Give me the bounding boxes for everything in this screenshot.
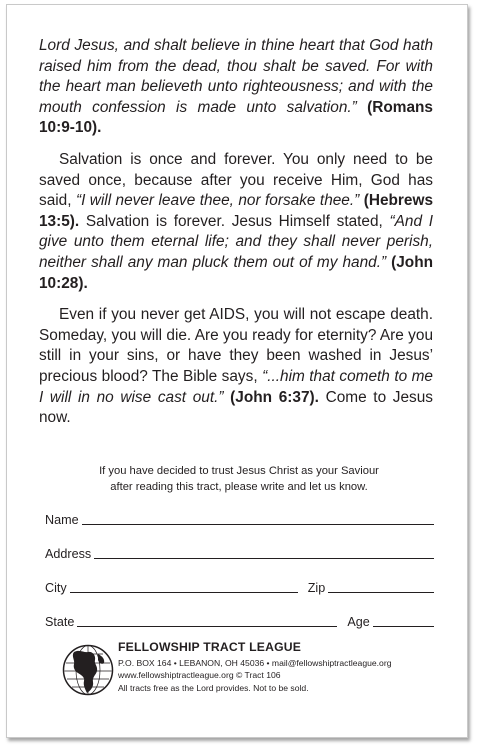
age-label: Age xyxy=(347,615,370,629)
form-row-name xyxy=(45,505,434,527)
scripture-quote: Lord Jesus, and shalt believe in thine heart that God hath raised him from the dead, thou shalt be saved. For with the heart man believeth unto righteousness; and with the mouth confession is made unto salvation.” xyxy=(39,37,433,116)
form-row-city-zip xyxy=(45,573,434,595)
form-row-address xyxy=(45,539,434,561)
zip-field[interactable] xyxy=(328,592,434,593)
city-field[interactable] xyxy=(70,592,298,593)
name-label: Name xyxy=(45,513,79,527)
publisher-info xyxy=(118,640,448,694)
paragraph-death: Even if you never get AIDS, you will not escape death. Someday, you will die. Are you ready for eternity? Are you still in your sins, or have they been washed in Jesus’ precious blood? The Bible says, “...him that cometh to me I will in no wise cast out.” (John 6:37). Come to Jesus now. xyxy=(39,306,434,427)
form-row-state-age xyxy=(45,607,434,629)
scripture-reference: (John 10:28). xyxy=(39,253,433,292)
publisher-address: P.O. BOX 164 • LEBANON, OH 45036 • mail@fellowshiptractleague.org xyxy=(118,658,392,668)
scripture-reference: (John 6:37). xyxy=(230,388,319,406)
city-label: City xyxy=(45,581,67,595)
response-invitation: If you have decided to trust Jesus Christ as your Saviour after reading this tract, please write and let us know. xyxy=(99,465,379,493)
scripture-quote: “And I give unto them eternal life; and they shall never perish, neither shall any man pluck them out of my hand.” xyxy=(39,212,434,271)
paragraph-salvation: Salvation is once and forever. You only need to be saved once, because after you receive Him, God has said, “I will never leave thee, nor forsake thee.” (Hebrews 13:5). Salvation is forever. Jesus Himself stated, “And I give unto them eternal life; and they shall never perish, neither shall any man pluck them out of my hand.” (John 10:28). xyxy=(39,150,434,292)
globe-logo-icon xyxy=(62,644,114,696)
paragraph-romans xyxy=(39,36,433,139)
publisher-name: FELLOWSHIP TRACT LEAGUE xyxy=(118,640,302,654)
publisher-website: www.fellowshiptractleague.org © Tract 106 xyxy=(118,670,281,681)
scripture-quote: “...him that cometh to me I will in no wise cast out.” xyxy=(39,367,433,406)
address-label: Address xyxy=(45,547,92,561)
state-label: State xyxy=(45,615,75,629)
tract-body xyxy=(39,36,433,440)
scripture-reference: (Romans 10:9-10). xyxy=(39,98,433,137)
address-field[interactable] xyxy=(94,558,434,559)
scripture-quote: “I will never leave thee, nor forsake thee.” xyxy=(75,192,360,210)
age-field[interactable] xyxy=(373,626,434,627)
state-field[interactable] xyxy=(77,626,337,627)
scripture-reference: (Hebrews 13:5). xyxy=(39,192,433,230)
name-field[interactable] xyxy=(82,524,434,525)
publisher-note: All tracts free as the Lord provides. Not to be sold. xyxy=(118,682,309,693)
zip-label: Zip xyxy=(307,581,326,595)
